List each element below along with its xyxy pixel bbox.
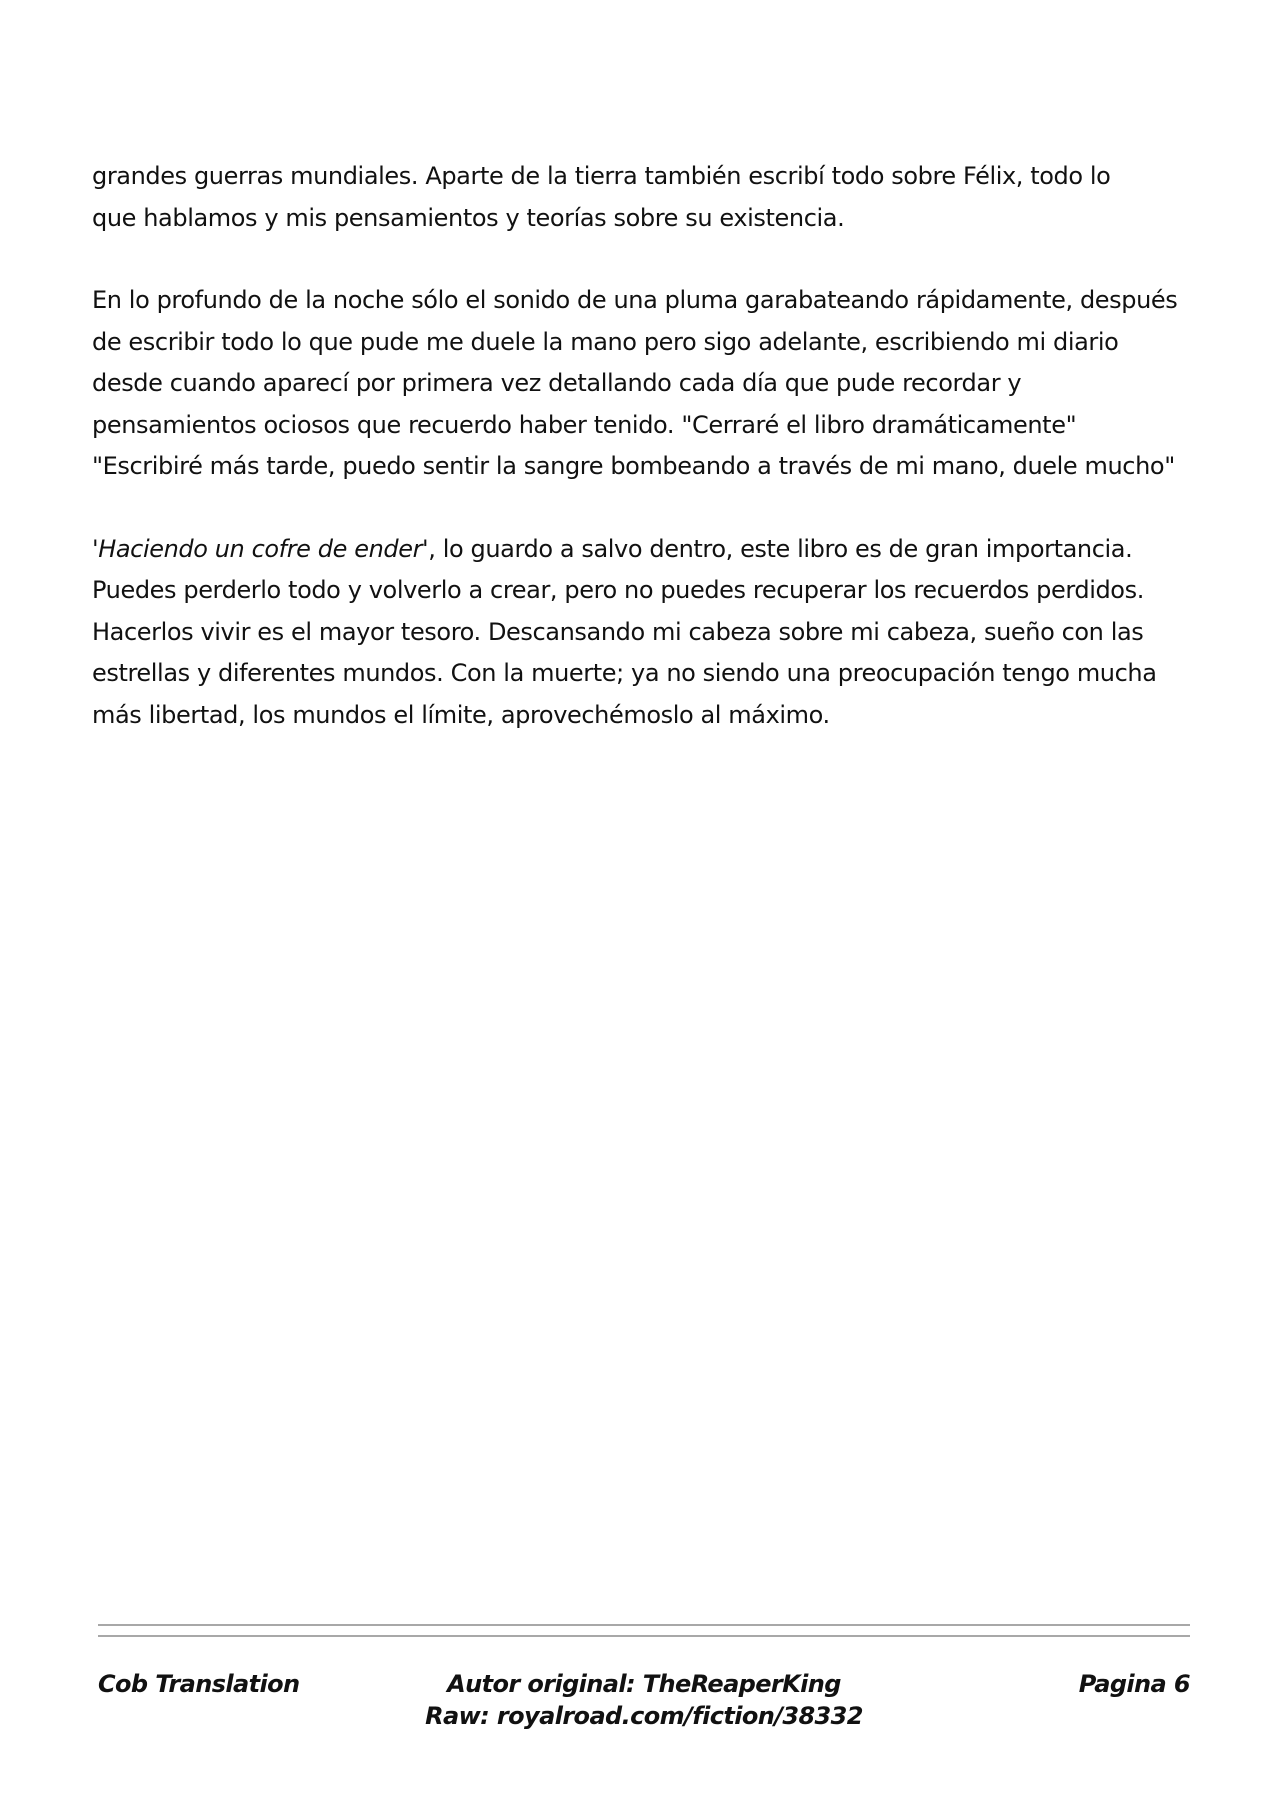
divider-line bbox=[98, 1624, 1190, 1626]
text-line: que hablamos y mis pensamientos y teorías sobre su existencia. bbox=[92, 203, 845, 232]
footer-translator: Cob Translation bbox=[98, 1670, 300, 1698]
footer-author: Autor original: TheReaperKing bbox=[447, 1670, 841, 1698]
footer-credits bbox=[98, 1668, 1190, 1732]
text-fragment: , lo guardo a salvo dentro, este libro es de gran importancia. bbox=[428, 534, 1133, 563]
text-line: más libertad, los mundos el límite, aprovechémoslo al máximo. bbox=[92, 700, 830, 729]
text-line: pensamientos ociosos que recuerdo haber tenido. "Cerraré el libro dramáticamente" bbox=[92, 410, 1077, 439]
divider-line bbox=[98, 1635, 1190, 1637]
paragraph-2 bbox=[92, 280, 1202, 488]
paragraph-1 bbox=[92, 156, 1202, 239]
text-line: "Escribiré más tarde, puedo sentir la sangre bombeando a través de mi mano, duele mucho" bbox=[92, 452, 1175, 480]
text-line: de escribir todo lo que pude me duele la mano pero sigo adelante, escribiendo mi diario bbox=[92, 327, 1119, 356]
footer-source-link[interactable]: Raw: royalroad.com/fiction/38332 bbox=[425, 1702, 863, 1730]
text-line: estrellas y diferentes mundos. Con la muerte; ya no siendo una preocupación tengo mucha bbox=[92, 659, 1157, 687]
body-text bbox=[92, 156, 1202, 777]
text-line-first bbox=[92, 529, 1202, 571]
text-line: Puedes perderlo todo y volverlo a crear, pero no puedes recuperar los recuerdos perdidos. bbox=[92, 576, 1144, 604]
footer-divider bbox=[98, 1624, 1190, 1646]
text-line: Hacerlos vivir es el mayor tesoro. Descansando mi cabeza sobre mi cabeza, sueño con las bbox=[92, 617, 1144, 646]
footer-page-number: Pagina 6 bbox=[1078, 1670, 1190, 1698]
italic-phrase: 'Haciendo un cofre de ender' bbox=[92, 534, 429, 563]
text-line: En lo profundo de la noche sólo el sonido de una pluma garabateando rápidamente, después bbox=[92, 286, 1178, 314]
text-line: grandes guerras mundiales. Aparte de la tierra también escribí todo sobre Félix, todo lo bbox=[92, 162, 1111, 190]
paragraph-3 bbox=[92, 529, 1202, 737]
text-line: desde cuando aparecí por primera vez detallando cada día que pude recordar y bbox=[92, 369, 1022, 397]
